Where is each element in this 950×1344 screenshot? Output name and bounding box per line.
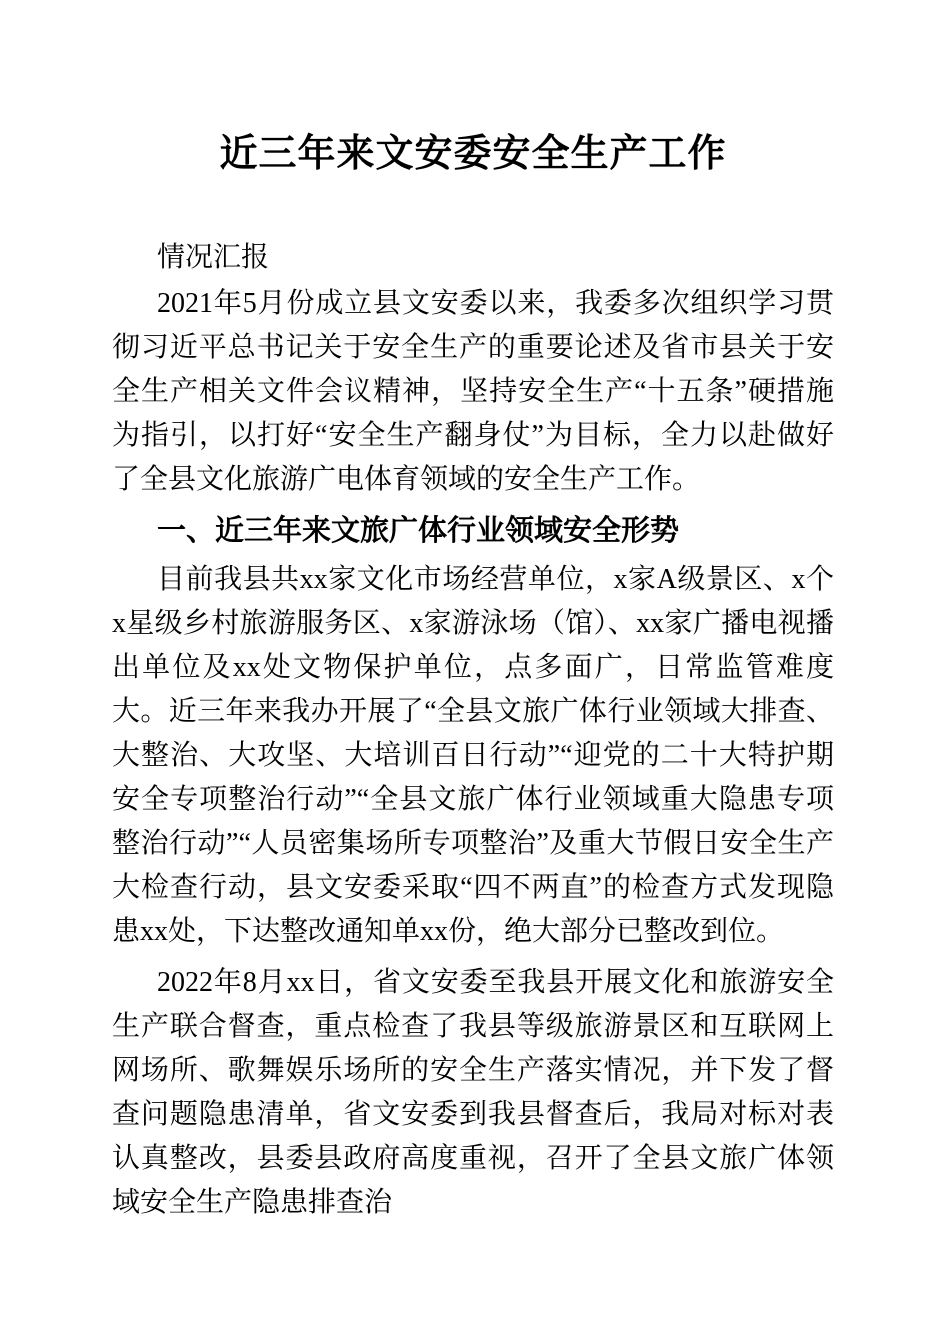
- paragraph-report-label: 情况汇报: [157, 242, 270, 273]
- paragraph-provincial-inspection: 2022年8月xx日，省文安委至我县开展文化和旅游安全生产联合督查，重点检查了我县等级旅游景区和互联网上网场所、歌舞娱乐场所的安全生产落实情况，并下发了督查问题隐患清单，省文安委到我县督查后，我局对标对表认真整改，县委县政府高度重视，召开了全县文旅广体领域安全生产隐患排查治: [112, 967, 834, 1218]
- document-title: 近三年来文安委安全生产工作: [219, 133, 727, 175]
- paragraph-intro: 2021年5月份成立县文安委以来，我委多次组织学习贯彻习近平总书记关于安全生产的重要论述及省市县关于安全生产相关文件会议精神，坚持安全生产“十五条”硬措施为指引，以打好“安全生产翻身仗”为目标，全力以赴做好了全县文化旅游广电体育领域的安全生产工作。: [112, 288, 834, 495]
- paragraph-industry-overview: 目前我县共xx家文化市场经营单位，x家A级景区、x个x星级乡村旅游服务区、x家游泳场（馆）、xx家广播电视播出单位及xx处文物保护单位，点多面广，日常监管难度大。近三年来我办开展了“全县文旅广体行业领域大排查、大整治、大攻坚、大培训百日行动”“迎党的二十大特护期安全专项整治行动”“全县文旅广体行业领域重大隐患专项整治行动”“人员密集场所专项整治”及重大节假日安全生产大检查行动，县文安委采取“四不两直”的检查方式发现隐患xx处，下达整改通知单xx份，绝大部分已整改到位。: [112, 564, 834, 947]
- section-heading-safety-situation: 一、近三年来文旅广体行业领域安全形势: [157, 515, 680, 547]
